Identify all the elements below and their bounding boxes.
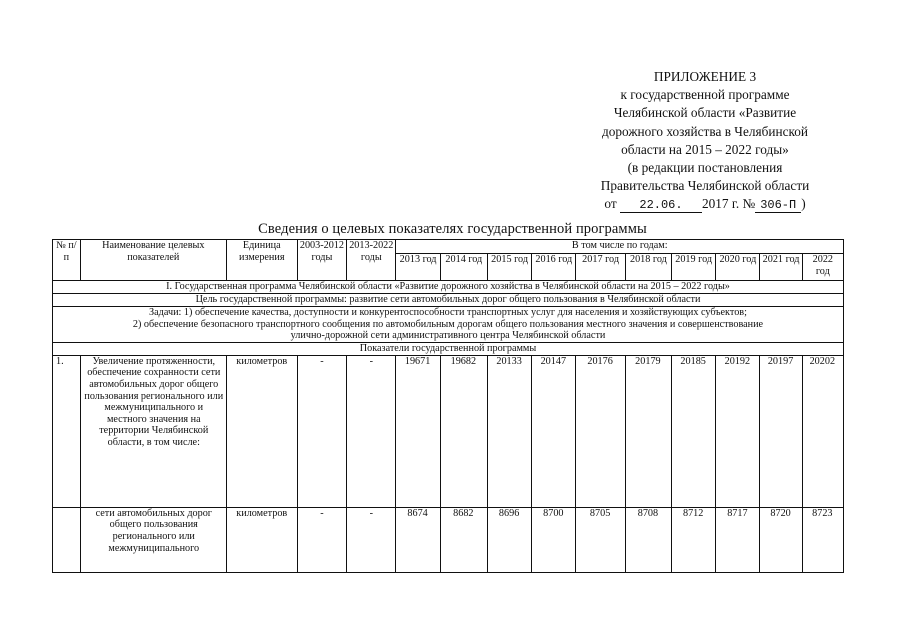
row-value: 8712 [672,507,716,572]
row-unit: километров [226,355,297,507]
appendix-line: дорожного хозяйства в Челябинской [601,123,809,139]
header-period-1: 2003-2012 годы [297,240,346,281]
header-year: 2015 год [487,254,531,281]
task-line: улично-дорожной сети административного центра Челябинской области [290,330,606,342]
program-goal: Цель государственной программы: развитие сети автомобильных дорог общего пользования в Челябинской области [53,294,844,307]
header-year: 2018 год [625,254,671,281]
row-name: сети автомобильных дорог общего пользования регионального или межмуниципального [80,507,226,572]
row-value: 20176 [576,355,625,507]
header-year: 2017 год [576,254,625,281]
row-value: 8682 [440,507,487,572]
table-row [53,355,844,507]
header-year: 2020 год [716,254,760,281]
resolution-date-line [575,195,835,213]
row-value: 8696 [487,507,531,572]
row-period-1: - [297,507,346,572]
row-period-2: - [347,507,396,572]
resolution-year: 2017 г. № [701,196,756,212]
row-value: 20147 [532,355,576,507]
row-value: 19671 [396,355,440,507]
resolution-number: 306-П [755,199,801,213]
row-value: 20197 [760,355,802,507]
header-year: 2019 год [672,254,716,281]
appendix-block [575,68,835,214]
row-value: 20185 [672,355,716,507]
program-tasks [53,307,844,343]
row-name: Увеличение протяженности, обеспечение сохранности сети автомобильных дорог общего пользования регионального или межмуниципального и местного значения на территории Челябинской области, в том числе: [80,355,226,507]
appendix-line: к государственной программе [620,87,790,103]
row-value: 19682 [440,355,487,507]
resolution-date: 22.06. [620,199,702,213]
row-value: 8705 [576,507,625,572]
row-value: 8674 [396,507,440,572]
row-value: 8700 [532,507,576,572]
indicators-header: Показатели государственной программы [53,342,844,355]
row-value: 20202 [802,355,843,507]
from-prefix: от [604,196,617,212]
header-year: 2022 год [802,254,843,281]
appendix-line: области на 2015 – 2022 годы» [621,141,789,157]
row-value: 20133 [487,355,531,507]
row-value: 20192 [716,355,760,507]
header-year: 2021 год [760,254,802,281]
row-period-2: - [347,355,396,507]
row-unit: километров [226,507,297,572]
appendix-line: (в редакции постановления [627,160,783,176]
table-row [53,507,844,572]
header-period-2: 2013-2022 годы [347,240,396,281]
row-value: 8723 [802,507,843,572]
appendix-line: Челябинской области «Развитие [613,105,797,121]
section-program: I. Государственная программа Челябинской области «Развитие дорожного хозяйства в Челябинской области на 2015 – 2022 годы» [53,281,844,294]
task-line: 2) обеспечение безопасного транспортного сообщения по автомобильным дорогам общего пользования местного значения и совершенствование [132,318,764,330]
row-value: 8708 [625,507,671,572]
row-value: 20179 [625,355,671,507]
task-line: Задачи: 1) обеспечение качества, доступности и конкурентоспособности транспортных услуг для населения и хозяйствующих субъектов; [149,307,747,318]
header-by-years: В том числе по годам: [396,240,844,254]
header-unit: Единица измерения [226,240,297,281]
row-num: 1. [53,355,81,507]
appendix-line: ПРИЛОЖЕНИЕ 3 [653,69,757,84]
header-year: 2014 год [440,254,487,281]
row-period-1: - [297,355,346,507]
header-year: 2016 год [532,254,576,281]
header-num: № п/п [53,240,81,281]
row-value: 8720 [760,507,802,572]
close-paren: ) [801,196,806,212]
page-title: Сведения о целевых показателях государственной программы [258,221,647,237]
header-name: Наименование целевых показателей [80,240,226,281]
indicators-table [52,239,844,573]
row-value: 8717 [716,507,760,572]
appendix-line: Правительства Челябинской области [600,178,810,194]
header-year: 2013 год [396,254,440,281]
row-num [53,507,81,572]
